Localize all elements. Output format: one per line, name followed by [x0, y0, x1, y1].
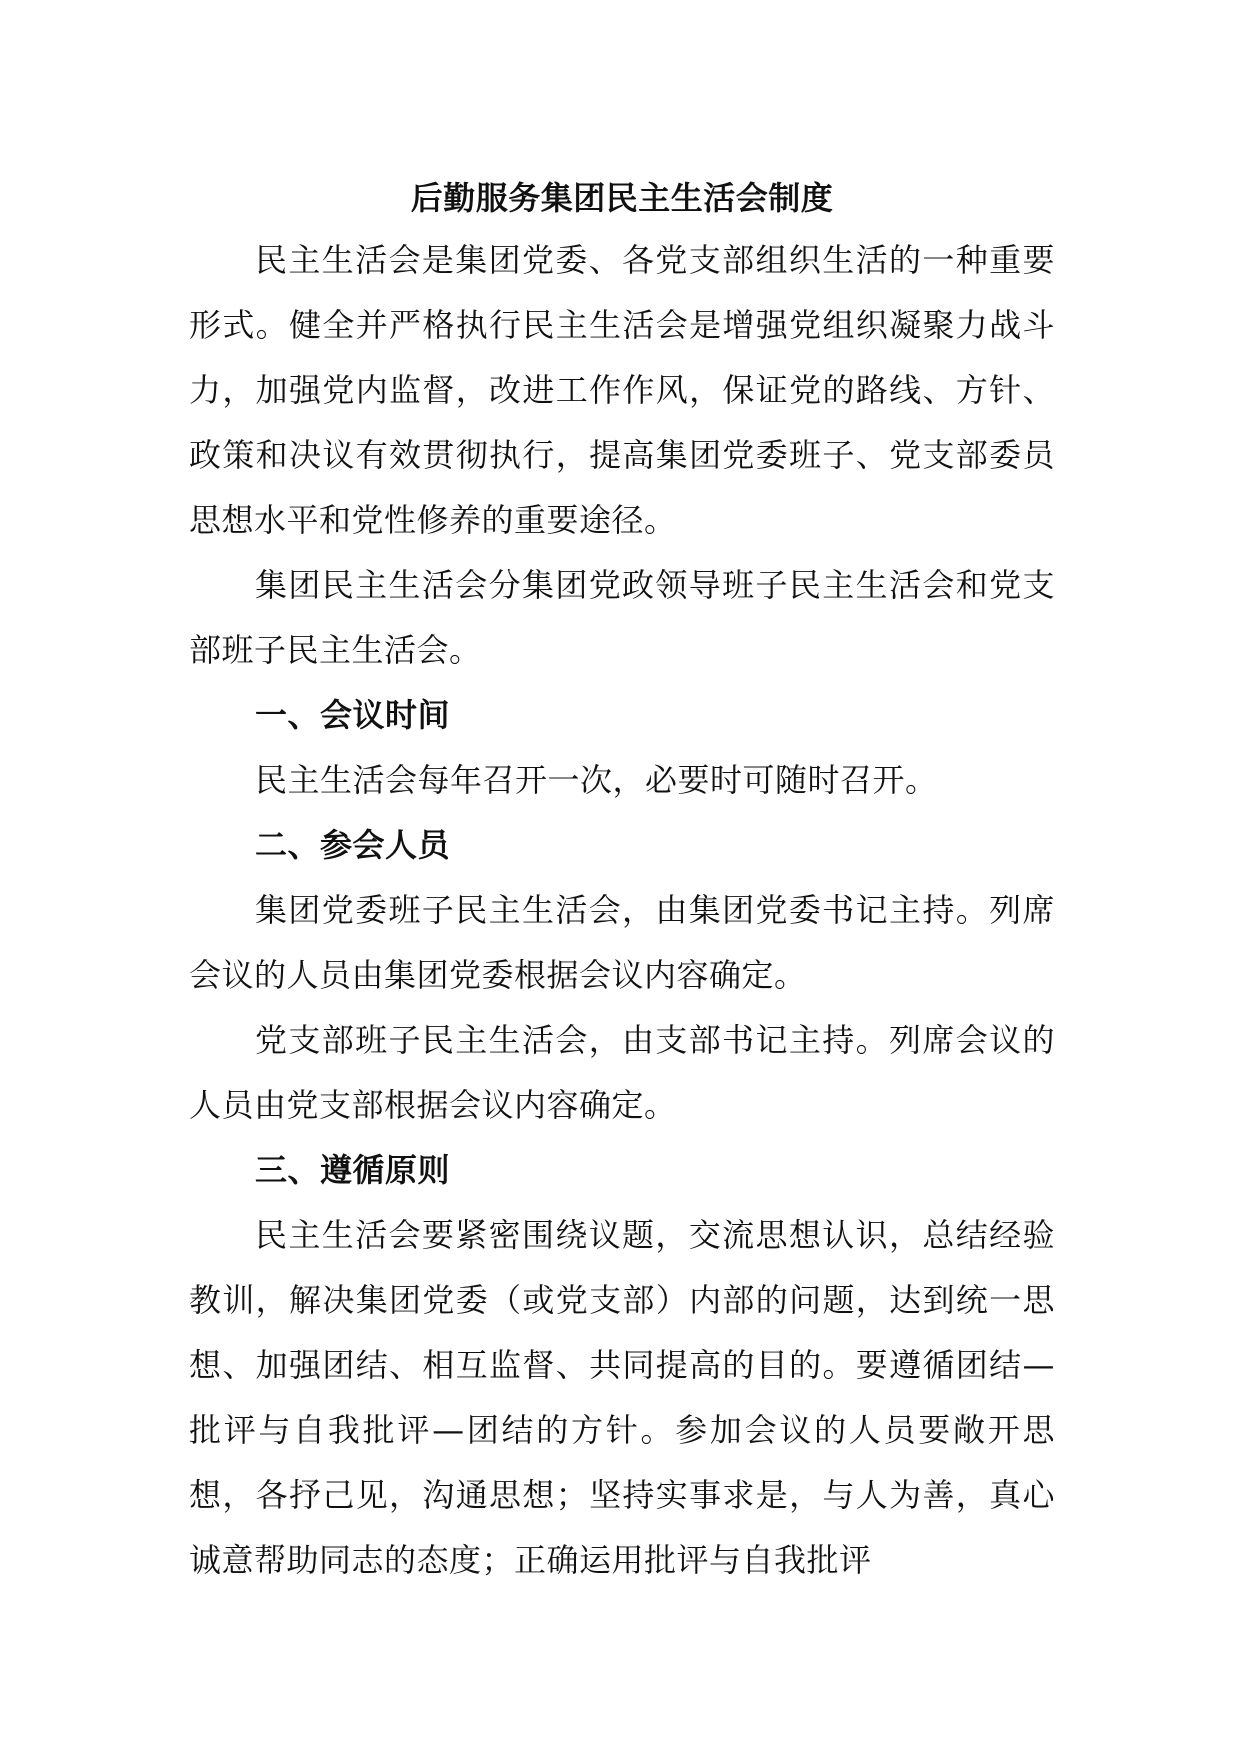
paragraph-attendees-committee: 集团党委班子民主生活会，由集团党委书记主持。列席会议的人员由集团党委根据会议内容确定。 [189, 891, 1055, 994]
paragraph-meeting-time: 民主生活会每年召开一次，必要时可随时召开。 [255, 761, 938, 799]
paragraph-scope: 集团民主生活会分集团党政领导班子民主生活会和党支部班子民主生活会。 [189, 566, 1055, 669]
section-heading-attendees: 二、参会人员 [255, 826, 451, 864]
paragraph-attendees-branch: 党支部班子民主生活会，由支部书记主持。列席会议的人员由党支部根据会议内容确定。 [189, 1021, 1055, 1124]
section-heading-meeting-time: 一、会议时间 [255, 696, 451, 734]
paragraph-intro: 民主生活会是集团党委、各党支部组织生活的一种重要形式。健全并严格执行民主生活会是增强党组织凝聚力战斗力，加强党内监督，改进工作作风，保证党的路线、方针、政策和决议有效贯彻执行，提高集团党委班子、党支部委员思想水平和党性修养的重要途径。 [189, 241, 1055, 539]
section-heading-principles: 三、遵循原则 [255, 1151, 451, 1189]
paragraph-principles: 民主生活会要紧密围绕议题，交流思想认识，总结经验教训，解决集团党委（或党支部）内部的问题，达到统一思想、加强团结、相互监督、共同提高的目的。要遵循团结—批评与自我批评—团结的方针。参加会议的人员要敞开思想，各抒己见，沟通思想；坚持实事求是，与人为善，真心诚意帮助同志的态度；正确运用批评与自我批评 [189, 1216, 1055, 1579]
document-title: 后勤服务集团民主生活会制度 [410, 179, 834, 217]
document-body [189, 170, 1055, 1593]
